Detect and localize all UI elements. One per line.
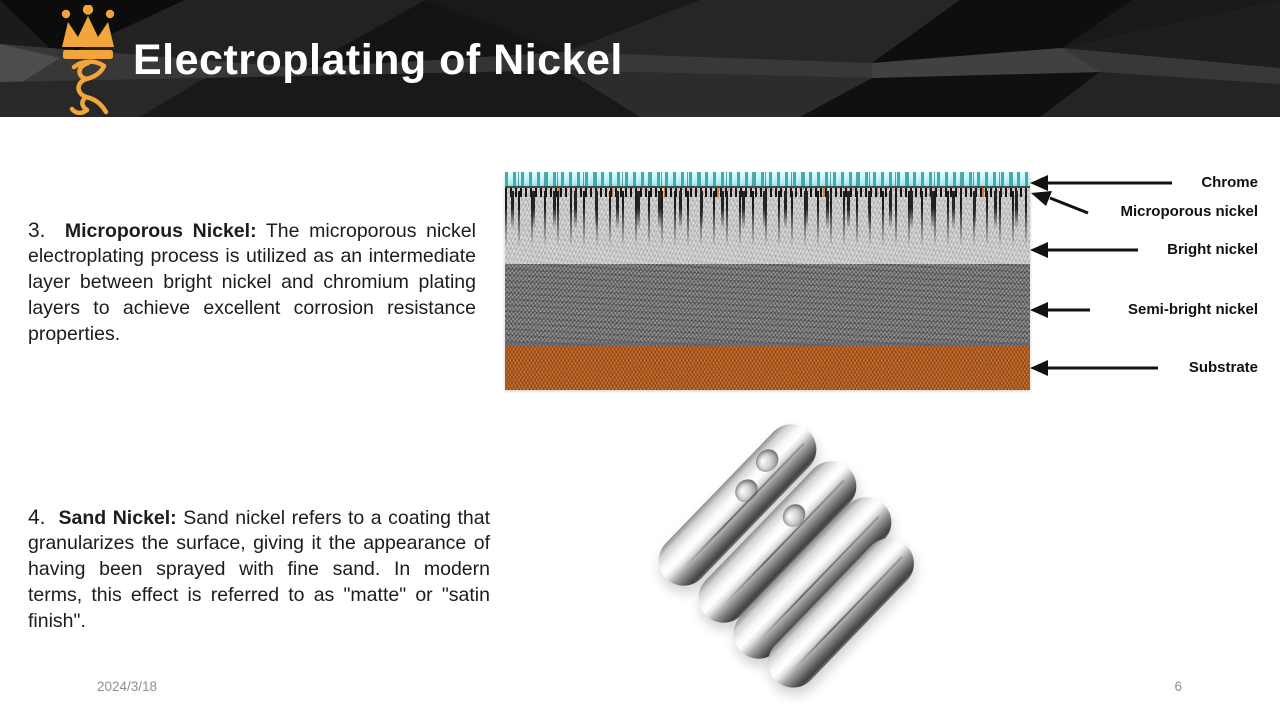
handle-hole — [731, 475, 763, 507]
label-bright-nickel: Bright nickel — [1167, 241, 1258, 258]
footer-date: 2024/3/18 — [97, 679, 158, 694]
paragraph-microporous-nickel — [28, 217, 476, 349]
paragraph-heading: Sand Nickel: — [58, 506, 177, 529]
paragraph-sand-nickel — [28, 504, 490, 636]
paragraph-body: The microporous nickel electroplating process is utilized as an intermediate layer between bright nickel and chromium plating layers to achieve excellent corrosion resistance properties. — [28, 219, 476, 346]
paragraph-body: Sand nickel refers to a coating that granularizes the surface, giving it the appearance of having been sprayed with fine sand. In modern terms, this effect is referred to as "matte" or "satin finish". — [28, 506, 491, 633]
label-microporous-nickel: Microporous nickel — [1120, 203, 1258, 220]
label-substrate: Substrate — [1188, 359, 1258, 376]
page-title: Electroplating of Nickel — [133, 36, 623, 84]
handle-hole — [751, 445, 783, 477]
handle-hole — [778, 500, 810, 532]
nickel-layer-diagram — [500, 168, 1260, 394]
list-number: 4. — [28, 505, 46, 529]
page-number: 6 — [1174, 679, 1182, 694]
label-semi-bright-nickel: Semi-bright nickel — [1127, 301, 1258, 318]
paragraph-heading: Microporous Nickel: — [64, 219, 257, 242]
label-chrome: Chrome — [1201, 174, 1258, 191]
chrome-door-handles-image — [648, 424, 978, 700]
crown-monogram-logo — [56, 5, 120, 115]
slide-header — [0, 0, 1280, 117]
list-number: 3. — [28, 218, 46, 242]
